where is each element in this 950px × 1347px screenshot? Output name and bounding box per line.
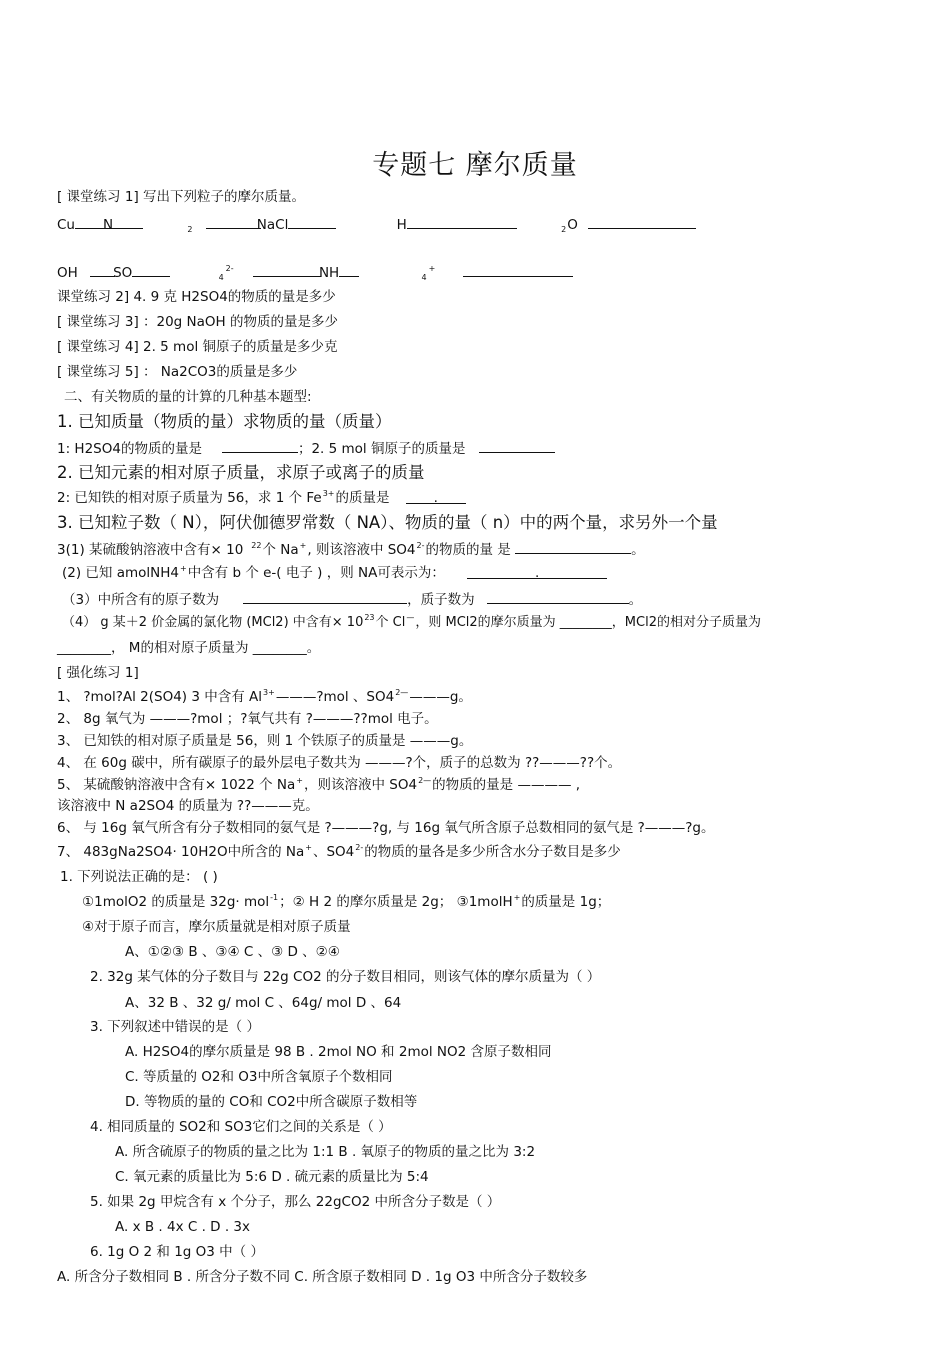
- type-3-q4-a: （4） g 某＋2 价金属的氯化物 (MCl2) 中含有× 10: [62, 615, 364, 630]
- type-1-example-b: ；2. 5 mol 铜原子的质量是: [297, 441, 466, 457]
- reinforce-1-a: 1、 ?mol?Al 2(SO4) 3 中含有 Al: [57, 689, 263, 705]
- reinforce-3: 3、 已知铁的相对原子质量是 56，则 1 个铁原子的质量是 ———g。: [57, 733, 473, 749]
- sup-2minus-4: 2—: [418, 776, 432, 785]
- sup-plus-6: +: [513, 893, 521, 902]
- sub-2b: 2: [561, 225, 567, 234]
- mc-q1-stmt-a2: ；② H 2 的摩尔质量是 2g； ③1molH: [279, 894, 513, 910]
- reinforce-heading: [ 强化练习 1]: [57, 665, 139, 681]
- particle-so: SO: [113, 265, 133, 281]
- reinforce-7-c: 的物质的量各是多少所含水分子数目是多少: [364, 844, 621, 860]
- type-3-q4-cont: ________， M的相对原子质量为 ________。: [57, 640, 321, 656]
- type-3-q1-b: 个 Na: [262, 542, 299, 558]
- mc-q4-option-cd: C. 氧元素的质量比为 5:6 D . 硫元素的质量比为 5:4: [115, 1169, 429, 1185]
- sup-3plus-2: 3+: [263, 688, 275, 697]
- particle-oh: OH: [57, 265, 78, 281]
- type-3-q2-a: (2) 已知 amolNH4: [62, 565, 179, 581]
- mc-q3-option-c: C. 等质量的 O2和 O3中所含氧原子个数相同: [125, 1069, 393, 1085]
- particle-nh: NH: [318, 265, 340, 281]
- particle-row-1: [57, 214, 777, 236]
- sup-22: 22: [251, 541, 262, 550]
- reinforce-2: 2、 8g 氧气为 ———?mol ；?氧气共有 ?———??mol 电子。: [57, 711, 438, 727]
- reinforce-1-b: ———?mol 、SO4: [275, 689, 395, 705]
- mc-q4: 4. 相同质量的 SO2和 SO3它们之间的关系是（ ）: [90, 1119, 392, 1135]
- type-3-q3-a: （3）中所含有的原子数为: [62, 592, 220, 608]
- reinforce-5-b: ，则该溶液中 SO4: [304, 777, 418, 793]
- sup-plus-5: +: [305, 843, 312, 852]
- reinforce-5: [57, 776, 580, 796]
- particle-h: H: [396, 217, 407, 233]
- particle-nacl: NaCl: [256, 217, 289, 233]
- mc-q3: 3. 下列叙述中错误的是（ ）: [90, 1019, 260, 1035]
- particle-row-2: [57, 262, 777, 284]
- sup-3plus: 3+: [322, 489, 335, 498]
- type-3-q1-c: , 则该溶液中 SO4: [307, 542, 416, 558]
- mc-q3-option-ab: A. H2SO4的摩尔质量是 98 B . 2mol NO 和 2mol NO2 含原子数相同: [125, 1044, 552, 1060]
- sup-plus: +: [428, 264, 436, 273]
- reinforce-5-c: 的物质的量是 ———— ,: [432, 777, 581, 793]
- type-3-q4-b: 个 Cl: [375, 615, 406, 630]
- mc-q1-stmt-b: ④对于原子而言，摩尔质量就是相对原子质量: [82, 919, 351, 935]
- type-3-heading: 3. 已知粒子数（ N），阿伏伽德罗常数（ NA）、物质的量（ n）中的两个量，求另外一个量: [57, 513, 718, 532]
- reinforce-7: [57, 843, 621, 863]
- type-2-heading: 2. 已知元素的相对原子质量，求原子或离子的质量: [57, 463, 425, 482]
- type-2-example-a: 2: 已知铁的相对原子质量为 56，求 1 个 Fe: [57, 490, 322, 506]
- type-3-q1: [57, 539, 645, 561]
- exercise-2: 课堂练习 2] 4. 9 克 H2SO4的物质的量是多少: [57, 289, 336, 305]
- mc-q4-option-ab: A. 所含硫原子的物质的量之比为 1:1 B . 氧原子的物质的量之比为 3:2: [115, 1144, 536, 1160]
- reinforce-6: 6、 与 16g 氧气所含有分子数相同的氨气是 ?———?g, 与 16g 氧气所含原子总数相同的氨气是 ?———?g。: [57, 820, 715, 836]
- reinforce-5-a: 5、 某硫酸钠溶液中含有× 1022 个 Na: [57, 777, 296, 793]
- mc-q1-stmt-a1: ①1molO2 的质量是 32g· mol: [82, 894, 270, 910]
- type-3-q4-c: ，则 MCl2的摩尔质量为 ________，MCl2的相对分子质量为: [415, 615, 761, 630]
- mc-q1-stmt-a: [82, 893, 610, 913]
- sup-23: 23: [364, 613, 375, 622]
- mc-q6: 6. 1g O 2 和 1g O3 中（ ）: [90, 1244, 264, 1260]
- sup-plus-3: +: [179, 564, 187, 573]
- sup-minus: —: [406, 613, 415, 622]
- reinforce-1-c: ———g。: [409, 689, 472, 705]
- exercise-5: [ 课堂练习 5] ： Na2CO3的质量是多少: [57, 364, 298, 380]
- type-3-q4: [62, 614, 761, 633]
- sup-plus-2: +: [299, 541, 307, 550]
- exercise-4: [ 课堂练习 4] 2. 5 mol 铜原子的质量是多少克: [57, 339, 338, 355]
- type-3-q3: [62, 589, 642, 609]
- particle-o: O: [567, 217, 578, 233]
- type-2-example-b: 的质量是: [335, 490, 390, 506]
- reinforce-4: 4、 在 60g 碳中，所有碳原子的最外层电子数共为 ———?个，质子的总数为 ??———??个。: [57, 755, 622, 771]
- reinforce-1: [57, 688, 472, 708]
- type-1-example-a: 1: H2SO4的物质的量是: [57, 441, 202, 457]
- type-3-q3-b: ，质子数为: [407, 592, 475, 608]
- mc-q1: 1. 下列说法正确的是： ( ): [60, 869, 218, 885]
- mc-q2-options: A、32 B 、32 g/ mol C 、64g/ mol D 、64: [125, 995, 402, 1011]
- mc-q2: 2. 32g 某气体的分子数目与 22g CO2 的分子数目相同，则该气体的摩尔质量为（ ）: [90, 969, 601, 985]
- sup-plus-4: +: [296, 776, 303, 785]
- mc-q1-stmt-a3: 的质量是 1g；: [521, 894, 611, 910]
- mc-q1-options: A、①②③ B 、③④ C 、③ D 、②④: [125, 944, 340, 960]
- type-3-q1-d: 的物质的量 是: [425, 542, 511, 558]
- page-title: 专题七 摩尔质量: [372, 150, 578, 181]
- type-3-q3-c: 。: [628, 592, 643, 608]
- sub-4: 4: [218, 273, 224, 282]
- type-3-q2-b: 中含有 b 个 e-( 电子 ) ，则 NA可表示为：: [187, 565, 445, 581]
- type-2-example: [57, 489, 466, 509]
- mc-q3-option-d: D. 等物质的量的 CO和 CO2中所含碳原子数相等: [125, 1094, 418, 1110]
- type-1-example: [57, 438, 555, 458]
- type-2-answer-dot: .: [433, 490, 438, 506]
- sup-2minus-5: 2-: [355, 843, 364, 852]
- type-3-q1-e: 。: [631, 542, 645, 558]
- mc-q6-options: A. 所含分子数相同 B . 所含分子数不同 C. 所含原子数相同 D . 1g O3 中所含分子数较多: [57, 1269, 588, 1285]
- sup-2minus-3: 2—: [395, 688, 409, 697]
- particle-cu: Cu: [57, 217, 75, 233]
- section-2-heading: 二、有关物质的量的计算的几种基本题型:: [64, 389, 312, 405]
- reinforce-7-a: 7、 483gNa2SO4· 10H2O中所含的 Na: [57, 844, 305, 860]
- mc-q5: 5. 如果 2g 甲烷含有 x 个分子，那么 22gCO2 中所含分子数是（ ）: [90, 1194, 501, 1210]
- sup-minus1: -1: [270, 893, 279, 902]
- type-1-heading: 1. 已知质量（物质的量）求物质的量（质量）: [57, 412, 392, 431]
- sub-4b: 4: [421, 273, 427, 282]
- type-3-q1-a: 3(1) 某硫酸钠溶液中含有× 10: [57, 542, 244, 558]
- type-3-q2: [62, 564, 607, 584]
- type-3-q2-answer-dot: .: [534, 565, 540, 581]
- reinforce-7-b: 、SO4: [312, 844, 355, 860]
- reinforce-5-cont: 该溶液中 N a2SO4 的质量为 ??———克。: [57, 798, 319, 814]
- exercise-3: [ 课堂练习 3] ：20g NaOH 的物质的量是多少: [57, 314, 338, 330]
- particle-n: N: [102, 217, 114, 233]
- sub-2: 2: [187, 225, 193, 234]
- mc-q5-options: A. x B . 4x C . D . 3x: [115, 1219, 251, 1235]
- sup-2minus-2: 2-: [416, 541, 425, 550]
- exercise-1-heading: [ 课堂练习 1] 写出下列粒子的摩尔质量。: [57, 189, 305, 205]
- sup-2minus: 2-: [225, 264, 234, 273]
